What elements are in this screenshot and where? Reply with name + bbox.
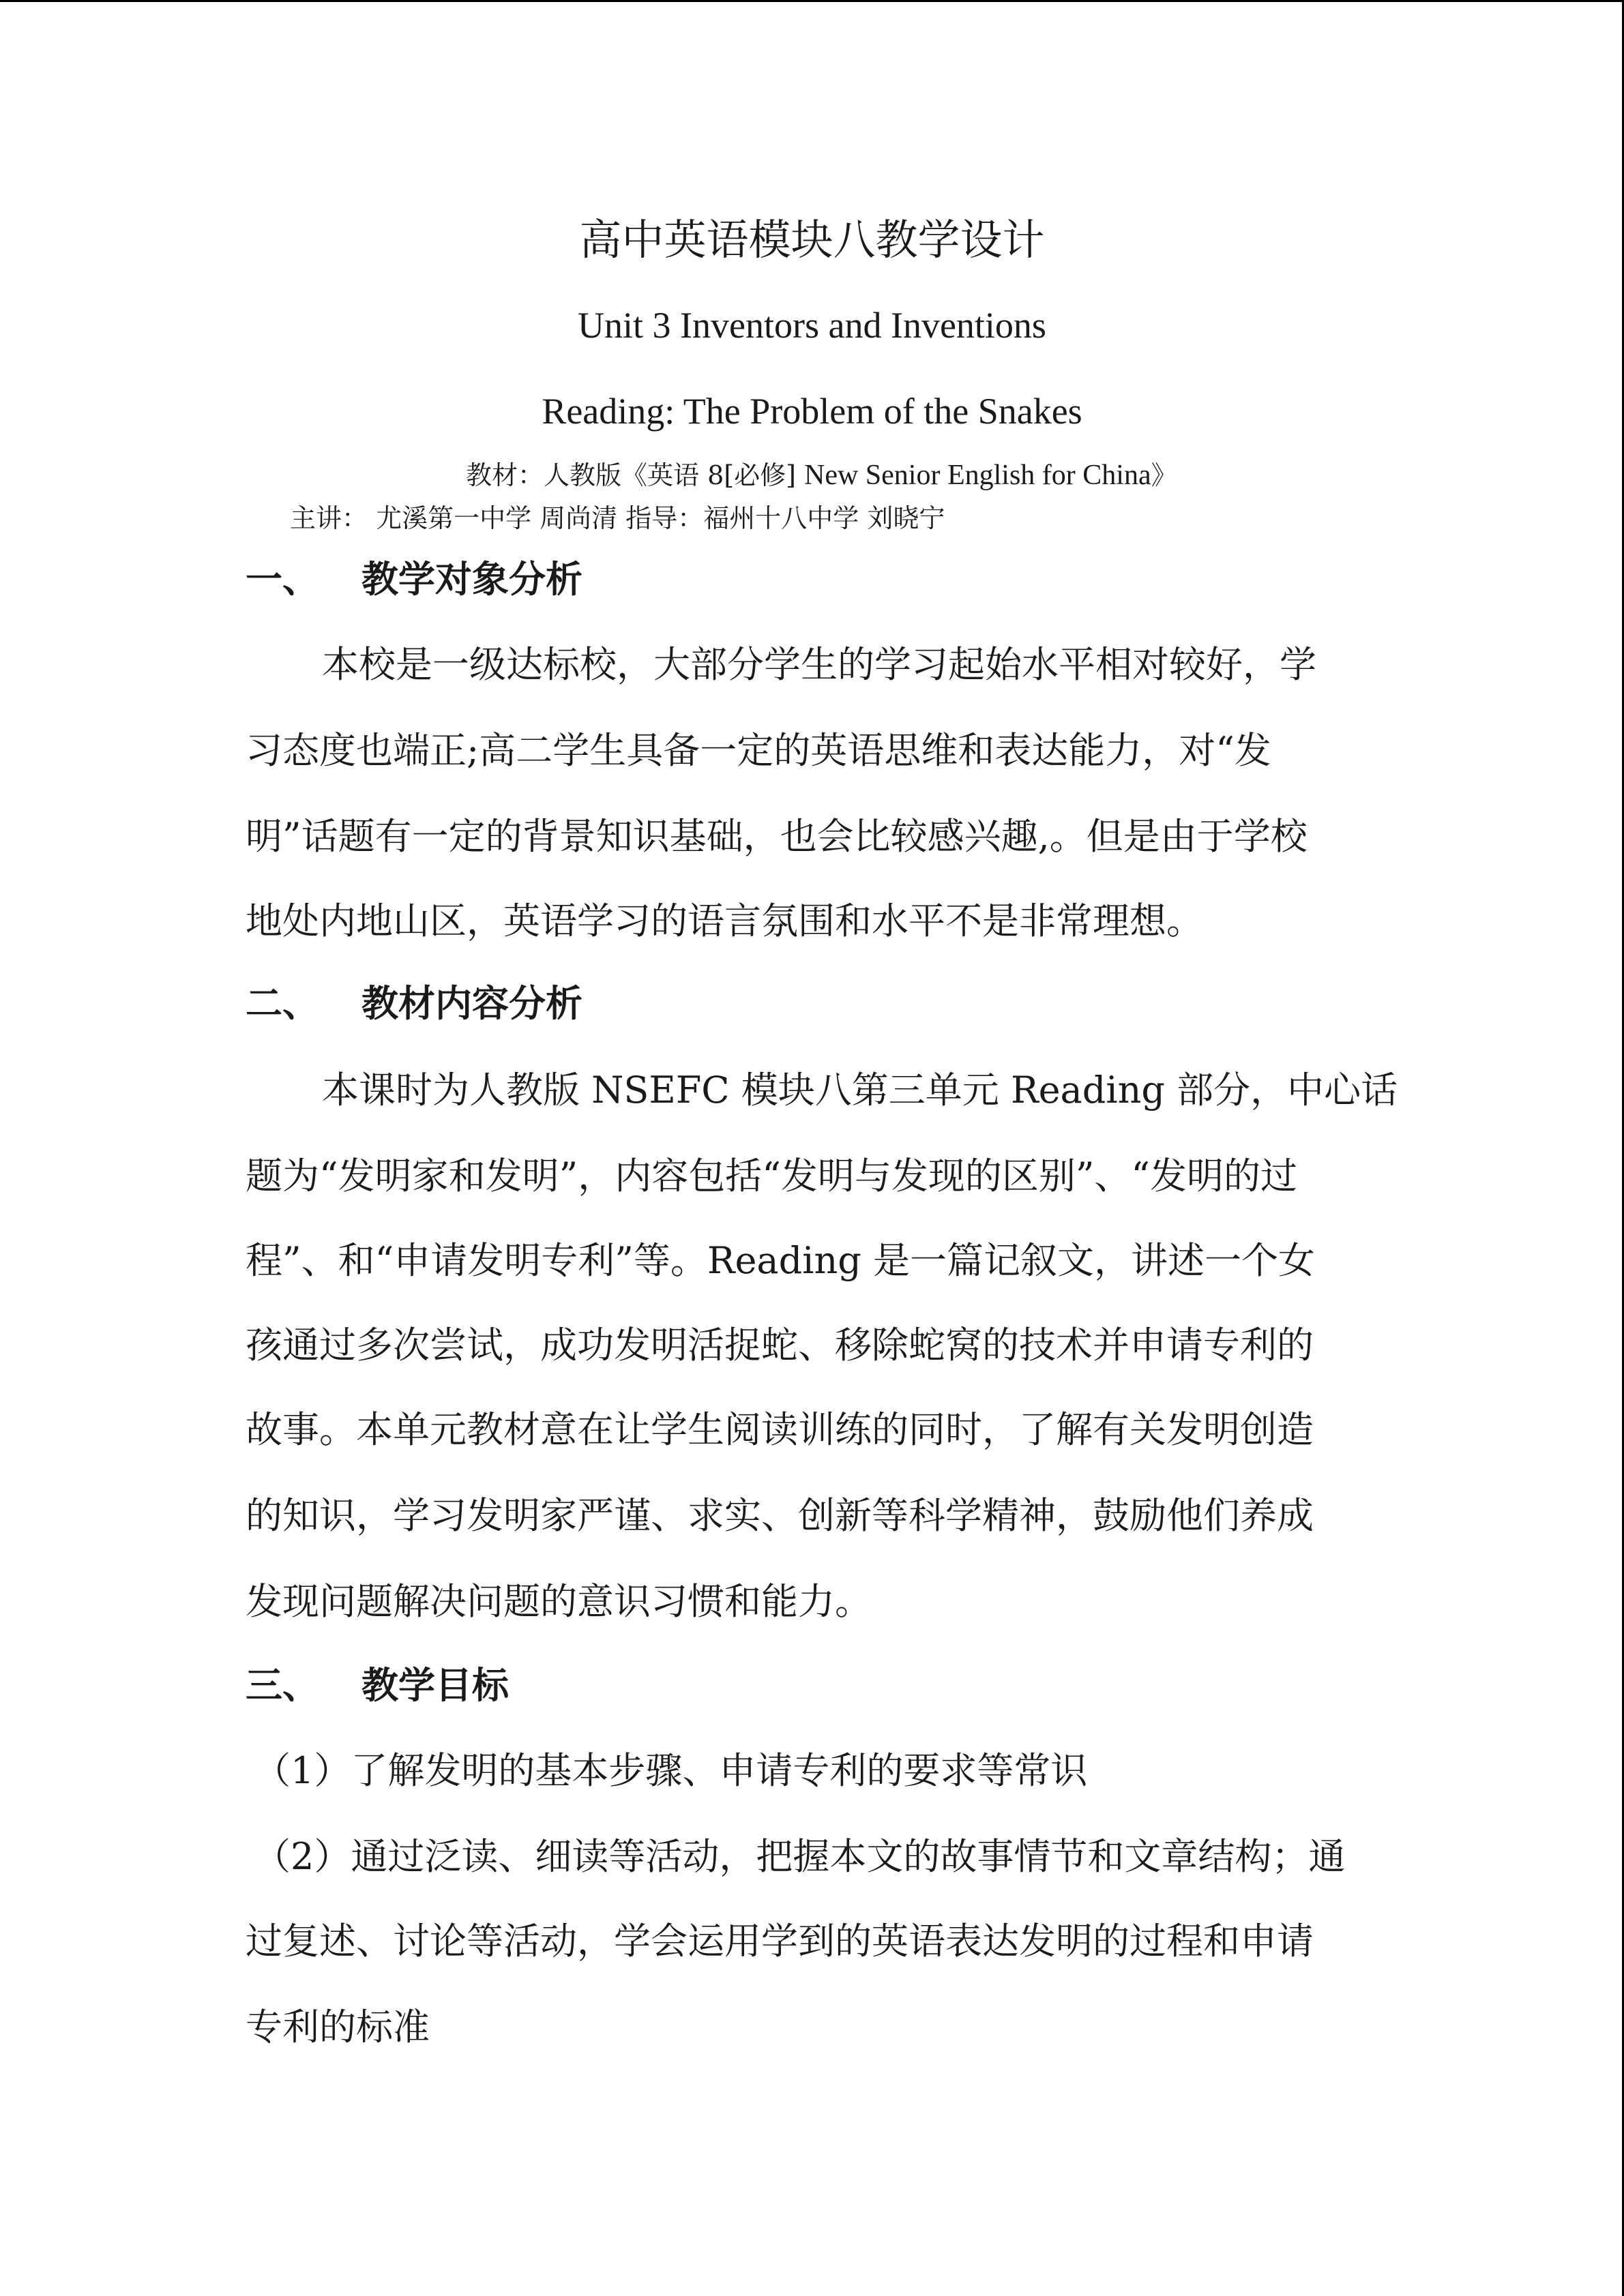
material-suffix: 》 <box>1151 460 1177 490</box>
material-line <box>466 457 1177 494</box>
section-number: 二、 <box>246 982 319 1025</box>
unit-subtitle: Unit 3 Inventors and Inventions <box>578 305 1046 346</box>
section-number: 三、 <box>246 1664 319 1707</box>
section-title: 教学对象分析 <box>361 558 582 601</box>
paragraph-line: 本校是一级达标校，大部分学生的学习起始水平相对较好，学 <box>322 643 1316 686</box>
paragraph-line: 地处内地山区，英语学习的语言氛围和水平不是非常理想。 <box>246 899 1203 942</box>
paragraph-line: 孩通过多次尝试，成功发明活捉蛇、移除蛇窝的技术并申请专利的 <box>246 1324 1314 1367</box>
material-prefix: 教材：人教版《英语 8[必修] <box>466 460 804 490</box>
objective-line: （1）了解发明的基本步骤、申请专利的要求等常识 <box>254 1749 1088 1792</box>
paragraph-line: 程”、和“申请发明专利”等。Reading 是一篇记叙文，讲述一个女 <box>246 1239 1315 1282</box>
section-number: 一、 <box>246 558 319 601</box>
section-heading-1 <box>246 556 582 603</box>
section-title: 教材内容分析 <box>361 982 582 1025</box>
paragraph-line: 故事。本单元教材意在让学生阅读训练的同时，了解有关发明创造 <box>246 1408 1314 1451</box>
objective-line: 专利的标准 <box>246 2006 430 2048</box>
objective-line: （2）通过泛读、细读等活动，把握本文的故事情节和文章结构；通 <box>254 1835 1346 1878</box>
paragraph-line: 题为“发明家和发明”，内容包括“发明与发现的区别”、“发明的过 <box>246 1154 1298 1197</box>
presenter-line: 主讲： 尤溪第一中学 周尚清 指导：福州十八中学 刘晓宁 <box>290 503 945 533</box>
material-english-title: New Senior English for China <box>804 460 1151 491</box>
reading-subtitle: Reading: The Problem of the Snakes <box>542 391 1082 432</box>
paragraph-line: 习态度也端正;高二学生具备一定的英语思维和表达能力，对“发 <box>246 729 1271 772</box>
paragraph-line: 的知识，学习发明家严谨、求实、创新等科学精神，鼓励他们养成 <box>246 1494 1314 1537</box>
section-heading-2 <box>246 980 582 1028</box>
page-title: 高中英语模块八教学设计 <box>579 215 1045 265</box>
section-title: 教学目标 <box>361 1664 509 1707</box>
paragraph-line: 明”话题有一定的背景知识基础，也会比较感兴趣,。但是由于学校 <box>246 815 1308 858</box>
paragraph-line: 本课时为人教版 NSEFC 模块八第三单元 Reading 部分，中心话 <box>322 1069 1398 1112</box>
section-heading-3 <box>246 1662 509 1710</box>
top-border <box>0 0 1624 2</box>
paragraph-line: 发现问题解决问题的意识习惯和能力。 <box>246 1580 872 1623</box>
objective-line: 过复述、讨论等活动，学会运用学到的英语表达发明的过程和申请 <box>246 1920 1314 1963</box>
